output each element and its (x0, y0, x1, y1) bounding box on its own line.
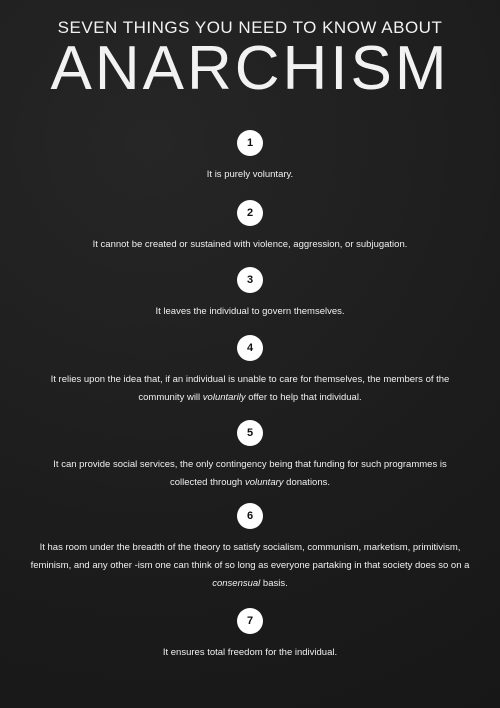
emphasis-text: voluntary (244, 477, 284, 488)
item-text: It cannot be created or sustained with violence, aggression, or subjugation. (92, 239, 408, 250)
list-item (0, 608, 500, 662)
number-badge: 4 (237, 335, 263, 361)
number-badge: 5 (237, 420, 263, 446)
list-item (0, 335, 500, 407)
list-item (0, 200, 500, 254)
number-badge: 6 (237, 503, 263, 529)
number-badge: 1 (237, 130, 263, 156)
number-badge: 3 (237, 267, 263, 293)
list-item (0, 503, 500, 593)
number-badge: 2 (237, 200, 263, 226)
list-item (0, 267, 500, 321)
emphasis-text: consensual (212, 578, 261, 589)
item-text: It can provide social services, the only contingency being that funding for such programmes is collected through voluntary donations. (53, 459, 447, 488)
item-text: It is purely voluntary. (206, 169, 294, 180)
emphasis-text: voluntarily (202, 392, 246, 403)
poster-title: ANARCHISM (50, 34, 450, 103)
poster-kicker: SEVEN THINGS YOU NEED TO KNOW ABOUT (57, 18, 443, 37)
item-text: It ensures total freedom for the individual. (162, 647, 338, 658)
item-text: It leaves the individual to govern themselves. (155, 306, 345, 317)
number-badge: 7 (237, 608, 263, 634)
list-item (0, 130, 500, 184)
item-text: It relies upon the idea that, if an individual is unable to care for themselves, the members of the community will voluntarily offer to help that individual. (50, 374, 450, 403)
list-item (0, 420, 500, 492)
item-text: It has room under the breadth of the theory to satisfy socialism, communism, marketism, primitivism, feminism, and any other -ism one can think of so long as everyone partaking in that society does so on a consensual basis. (30, 542, 470, 589)
